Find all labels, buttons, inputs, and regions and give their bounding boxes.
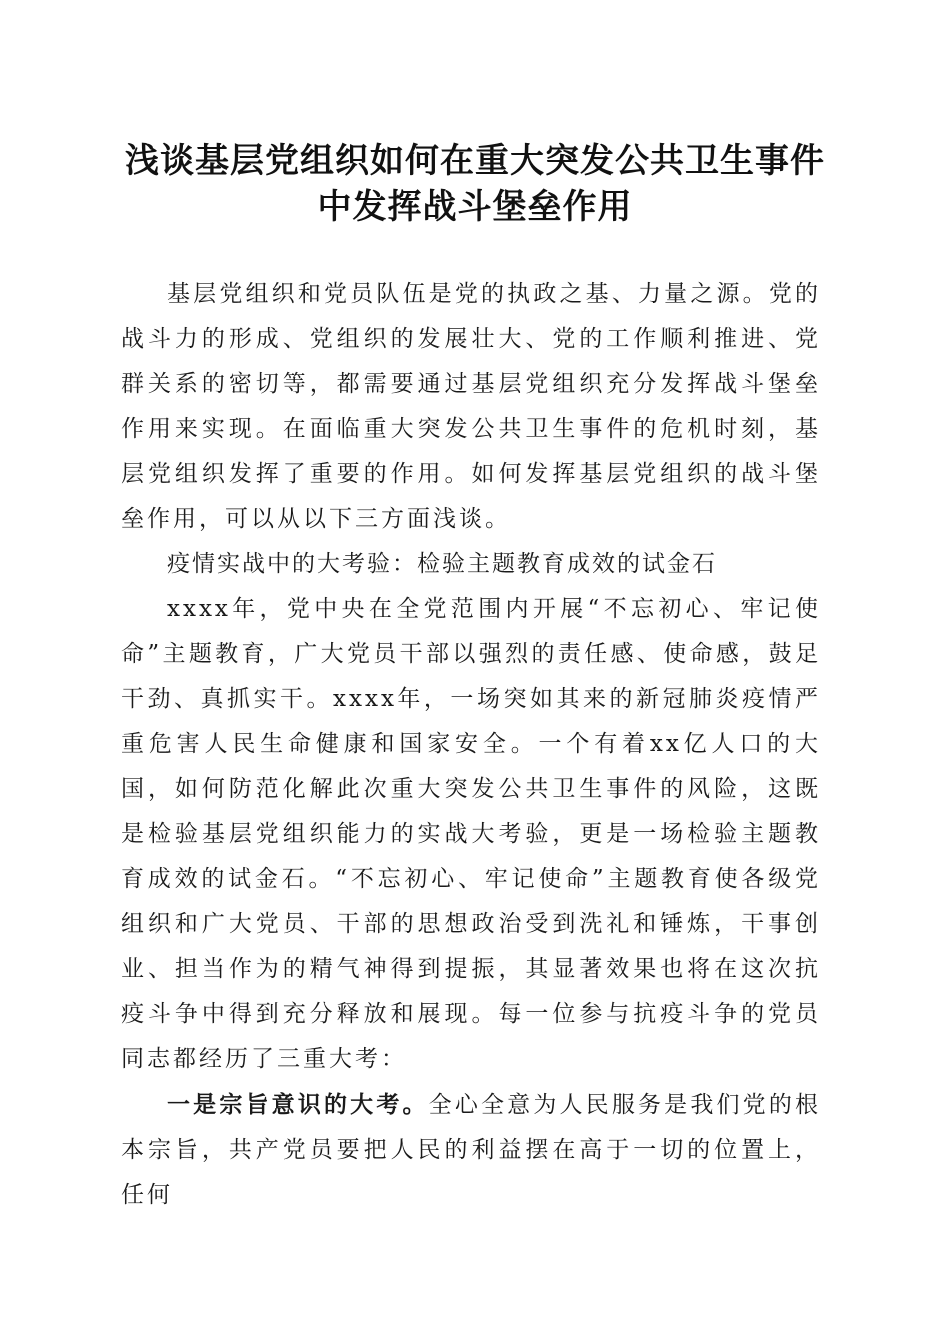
- paragraph-text: 全心全意为人民服务是我们党的根本宗旨，共产党员要把人民的利益摆在高于一切的位置上，任何: [121, 1092, 822, 1208]
- paragraph-first-exam: [121, 1082, 821, 1218]
- document-title: [90, 138, 860, 230]
- section-heading: 疫情实战中的大考验：检验主题教育成效的试金石: [167, 551, 717, 577]
- title-line-2: 中发挥战斗堡垒作用: [317, 187, 633, 227]
- paragraph-main: xxxx年，党中央在全党范围内开展“不忘初心、牢记使命”主题教育，广大党员干部以强烈的责任感、使命感，鼓足干劲、真抓实干。xxxx年，一场突如其来的新冠肺炎疫情严重危害人民生命健康和国家安全。一个有着xx亿人口的大国，如何防范化解此次重大突发公共卫生事件的风险，这既是检验基层党组织能力的实战大考验，更是一场检验主题教育成效的试金石。“不忘初心、牢记使命”主题教育使各级党组织和广大党员、干部的思想政治受到洗礼和锤炼，干事创业、担当作为的精气神得到提振，其显著效果也将在这次抗疫斗争中得到充分释放和展现。每一位参与抗疫斗争的党员同志都经历了三重大考：: [121, 596, 821, 1072]
- document-body: [121, 272, 821, 1218]
- paragraph-lead-phrase: 一是宗旨意识的大考。: [167, 1091, 429, 1118]
- paragraph-intro: 基层党组织和党员队伍是党的执政之基、力量之源。党的战斗力的形成、党组织的发展壮大、党的工作顺利推进、党群关系的密切等，都需要通过基层党组织充分发挥战斗堡垒作用来实现。在面临重大突发公共卫生事件的危机时刻，基层党组织发挥了重要的作用。如何发挥基层党组织的战斗堡垒作用，可以从以下三方面浅谈。: [121, 281, 821, 532]
- title-line-1: 浅谈基层党组织如何在重大突发公共卫生事件: [125, 141, 825, 181]
